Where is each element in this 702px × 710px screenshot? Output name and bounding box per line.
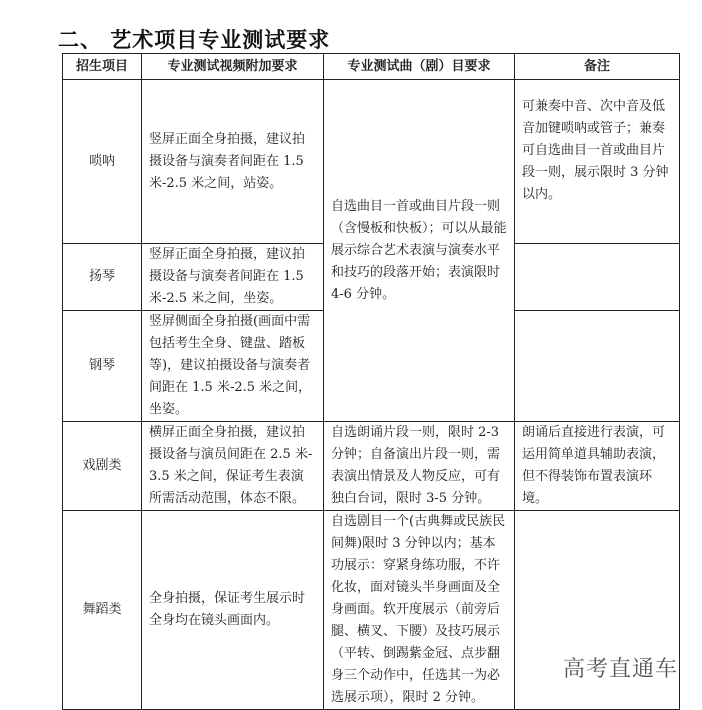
piece-requirement: 自选朗诵片段一则，限时 2-3 分钟；自备演出片段一则，需表演出情景及人物反应，可有独白台词，限时 3-5 分钟。	[324, 422, 515, 511]
note-text: 可兼奏中音、次中音及低音加键唢呐或管子；兼奏可自选曲目一首或曲目片段一则，展示限时 3 分钟以内。	[515, 80, 680, 244]
video-requirement: 竖屏正面全身拍摄，建议拍摄设备与演奏者间距在 1.5 米-2.5 米之间，坐姿。	[142, 244, 324, 311]
note-text: 朗诵后直接进行表演，可运用简单道具辅助表演，但不得装饰布置表演环境。	[515, 422, 680, 511]
table-header-row	[63, 54, 680, 80]
program-name: 扬琴	[63, 244, 142, 311]
video-requirement: 竖屏正面全身拍摄，建议拍摄设备与演奏者间距在 1.5 米-2.5 米之间，站姿。	[142, 80, 324, 244]
program-name: 钢琴	[63, 311, 142, 422]
table-row	[63, 80, 680, 244]
note-text	[515, 311, 680, 422]
program-name: 戏剧类	[63, 422, 142, 511]
watermark-text: 高考直通车	[562, 657, 678, 682]
header-program: 招生项目	[63, 54, 142, 80]
note-text	[515, 244, 680, 311]
requirements-table	[62, 53, 680, 710]
header-video-requirements: 专业测试视频附加要求	[142, 54, 324, 80]
header-notes: 备注	[515, 54, 680, 80]
video-requirement: 横屏正面全身拍摄，建议拍摄设备与演员间距在 2.5 米-3.5 米之间，保证考生表演所需活动范围，体态不限。	[142, 422, 324, 511]
header-piece-requirements: 专业测试曲（剧）目要求	[324, 54, 515, 80]
program-name: 舞蹈类	[63, 511, 142, 710]
video-requirement: 全身拍摄，保证考生展示时全身均在镜头画面内。	[142, 511, 324, 710]
table-row	[63, 422, 680, 511]
piece-requirement: 自选剧目一个(古典舞或民族民间舞)限时 3 分钟以内；基本功展示：穿紧身练功服，不许化妆，面对镜头半身画面及全身画面。软开度展示（前旁后腿、横叉、下腰）及技巧展示（平转、倒踢紫金冠、点步翻身三个动作中，任选其一为必选展示项），限时 2 分钟。	[324, 511, 515, 710]
video-requirement: 竖屏侧面全身拍摄(画面中需包括考生全身、键盘、踏板等)，建议拍摄设备与演奏者间距在 1.5 米-2.5 米之间，坐姿。	[142, 311, 324, 422]
music-piece-requirement: 自选曲目一首或曲目片段一则（含慢板和快板）；可以从最能展示综合艺术表演与演奏水平和技巧的段落开始；表演限时 4-6 分钟。	[324, 80, 515, 422]
page-title: 二、 艺术项目专业测试要求	[58, 28, 331, 52]
program-name: 唢呐	[63, 80, 142, 244]
